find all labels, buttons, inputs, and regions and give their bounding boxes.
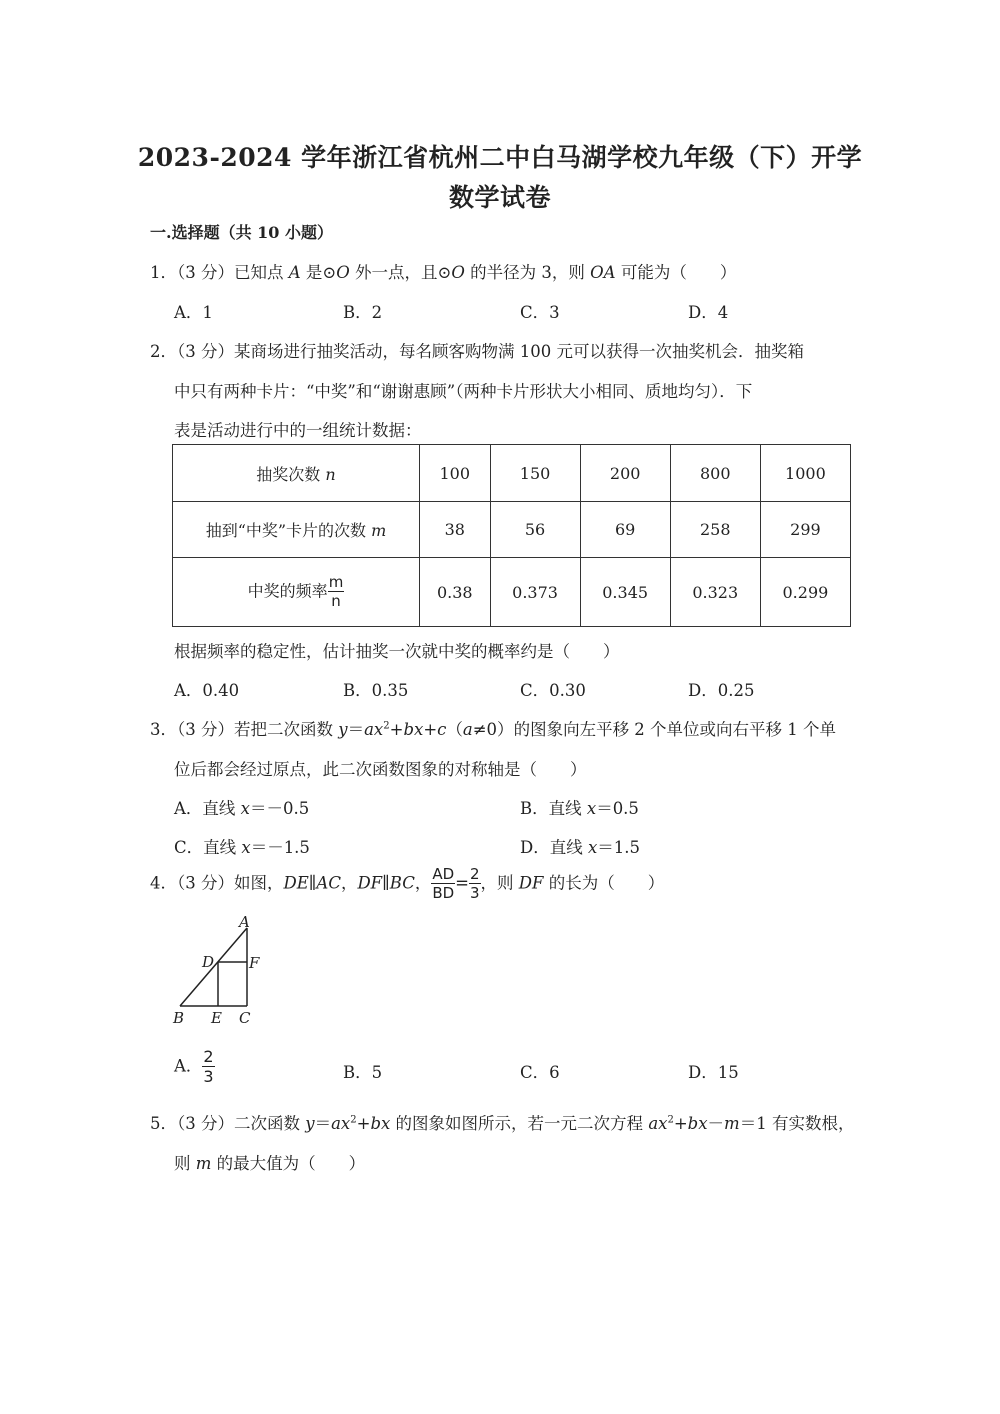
q2-line-2: 中只有两种卡片：“中奖”和“谢谢惠顾”（两种卡片形状大小相同、质地均匀）．下 [174,382,753,401]
option-a[interactable]: A．0.40 [174,681,240,700]
var-n: n [325,464,336,484]
plus-sign: + [356,1114,371,1133]
question-score: （3 分） [177,342,234,361]
option-d[interactable]: D．4 [688,303,729,322]
comma: ， [414,873,432,893]
fraction-2-over-3 [202,1049,214,1085]
plus-sign: + [673,1114,688,1133]
option-value: ＝－0.5 [249,799,310,818]
var-a: a [331,1114,341,1133]
var-x: x [241,838,251,857]
table-row-header [173,558,420,627]
table-cell: 0.299 [760,558,850,627]
segment-bc: BC [389,873,415,893]
page-title-line-2: 数学试卷 [448,183,551,212]
label-d: D [202,953,215,971]
equals-sign: = [455,873,469,893]
q2-line-3: 表是活动进行中的一组统计数据： [174,421,422,440]
option-a[interactable]: A．1 [174,303,213,322]
fraction-denominator: n [331,592,341,610]
q3-text: 若把二次函数 [234,720,339,739]
var-oa: OA [590,263,616,282]
var-m: m [724,1114,740,1133]
equals-sign: ＝ [314,1114,332,1133]
var-a: a [364,720,374,739]
question-number: 5． [150,1114,177,1133]
fraction-numerator: m [328,573,344,591]
var-a: a [462,720,473,739]
q5-text: 的图象如图所示，若一元二次方程 [390,1114,649,1133]
table-cell: 0.373 [490,558,580,627]
var-o: O [336,263,350,282]
option-a[interactable] [174,1049,215,1085]
var-m: m [195,1154,212,1173]
q2-followup: 根据频率的稳定性，估计抽奖一次就中奖的概率约是（ ） [174,642,620,661]
var-a: A [288,263,301,282]
q1-text: 是⊙ [300,263,337,282]
question-number: 2． [150,342,177,361]
label-e: E [211,1009,222,1027]
q5-text: ＝1 有实数根， [739,1114,855,1133]
fraction-2-over-3 [469,867,481,901]
cell-label: 中奖的频率 [247,581,328,601]
table-cell: 100 [420,445,491,502]
exponent: 2 [667,1114,674,1126]
option-b[interactable]: B．0.35 [343,681,409,700]
table-cell: 1000 [760,445,850,502]
option-b[interactable] [520,795,639,819]
var-b: b [687,1114,699,1133]
table-cell: 258 [670,502,760,558]
minus-sign: － [707,1114,725,1133]
fraction-denominator: 3 [469,884,480,902]
table-row [173,445,851,502]
table-cell: 299 [760,502,850,558]
fraction-denominator: BD [432,884,455,902]
table-cell: 0.345 [580,558,670,627]
question-score: （3 分） [177,1114,234,1133]
option-c[interactable]: C．6 [520,1063,560,1082]
table-row-header [173,445,420,502]
page-title-line-1: 2023-2024 学年浙江省杭州二中白马湖学校九年级（下）开学 [137,143,863,172]
option-label: A．直线 [174,799,241,818]
table-cell: 69 [580,502,670,558]
label-a: A [239,913,250,931]
option-value: ＝0.5 [596,799,639,818]
q1-text: 的半径为 3，则 [464,263,591,282]
q5-text: 则 [174,1154,196,1173]
table-cell: 200 [580,445,670,502]
option-label: B．直线 [520,799,587,818]
option-b[interactable]: B．5 [343,1063,383,1082]
question-score: （3 分） [177,720,234,739]
segment-df: DF [518,873,544,893]
statistics-table [172,444,851,627]
var-y: y [338,720,348,739]
question-score: （3 分） [177,263,234,282]
question-number: 3． [150,720,177,739]
question-2 [150,338,804,362]
var-x: x [240,799,250,818]
var-x: x [658,1114,668,1133]
option-label: D．直线 [520,838,588,857]
segment-de: DE [283,873,309,893]
q4-text: ，则 [480,873,519,893]
fraction-ad-over-bd [431,867,455,901]
label-b: B [173,1009,185,1027]
parallel-sign: ∥ [382,873,390,893]
fraction-numerator: 2 [469,865,480,883]
var-x: x [698,1114,708,1133]
option-value: ＝1.5 [597,838,641,857]
question-1 [150,259,736,283]
question-3 [150,716,836,740]
option-d[interactable]: D．0.25 [688,681,755,700]
paren: （ [446,720,463,739]
table-row-header [173,502,420,558]
var-x: x [586,799,597,818]
question-number: 1． [150,263,177,282]
option-b[interactable]: B．2 [343,303,383,322]
option-value: ＝－1.5 [250,838,310,857]
label-c: C [239,1009,251,1027]
var-b: b [403,720,414,739]
question-score: （3 分） [177,873,234,893]
var-y: y [305,1114,315,1133]
table-cell: 0.38 [420,558,491,627]
q4-text: 的长为（ ） [543,873,665,893]
question-number: 4． [150,873,177,893]
table-row [173,502,851,558]
option-d[interactable] [520,834,640,858]
question-5 [150,1110,854,1134]
q1-text: 已知点 [234,263,289,282]
option-label: A． [174,1056,203,1076]
exponent: 2 [350,1114,357,1126]
fraction-numerator: 2 [203,1047,214,1066]
segment-ac: AC [316,873,341,893]
section-heading: 一.选择题（共 10 小题） [150,223,333,242]
q5-text: 的最大值为（ ） [211,1154,366,1173]
table-cell: 38 [420,502,491,558]
option-c[interactable] [174,834,310,858]
condition: ≠0） [472,720,514,739]
label-f: F [249,954,260,972]
equals-sign: ＝ [347,720,365,739]
var-x: x [587,838,598,857]
q3-line-2: 位后都会经过原点，此二次函数图象的对称轴是（ ） [174,760,587,779]
fraction-numerator: AD [432,865,455,883]
comma: ， [340,873,358,893]
q4-text: 如图， [234,873,284,893]
var-o: O [451,263,465,282]
var-a: a [648,1114,659,1133]
option-a[interactable] [174,795,309,819]
option-d[interactable]: D．15 [688,1063,739,1082]
q5-text: 二次函数 [234,1114,306,1133]
q1-text: 可能为（ ） [615,263,737,282]
q3-text: 的图象向左平移 2 个单位或向右平移 1 个单 [513,720,837,739]
fraction-m-over-n [328,575,345,609]
table-row [173,558,851,627]
q1-text: 外一点，且⊙ [349,263,452,282]
triangle-figure [165,910,275,1030]
var-x: x [373,720,384,739]
table-cell: 800 [670,445,760,502]
cell-label: 抽奖次数 [256,464,326,484]
fraction-denominator: 3 [203,1067,214,1086]
cell-label: 抽到“中奖”卡片的次数 [205,521,372,540]
var-x: x [381,1114,391,1133]
var-x: x [340,1114,351,1133]
exponent: 2 [383,720,390,732]
question-4 [150,867,664,901]
q2-line-1: 某商场进行抽奖活动，每名顾客购物满 100 元可以获得一次抽奖机会．抽奖箱 [234,342,804,361]
plus-sign: + [389,720,404,739]
var-c: c [437,720,447,739]
var-m: m [371,521,387,540]
option-c[interactable]: C．0.30 [520,681,586,700]
var-b: b [370,1114,381,1133]
table-cell: 56 [490,502,580,558]
parallel-sign: ∥ [308,873,317,893]
option-c[interactable]: C．3 [520,303,560,322]
plus-sign: + [423,720,438,739]
var-x: x [414,720,424,739]
table-cell: 150 [490,445,580,502]
q5-line-2 [174,1150,365,1174]
option-label: C．直线 [174,838,242,857]
table-cell: 0.323 [670,558,760,627]
segment-df: DF [357,873,383,893]
